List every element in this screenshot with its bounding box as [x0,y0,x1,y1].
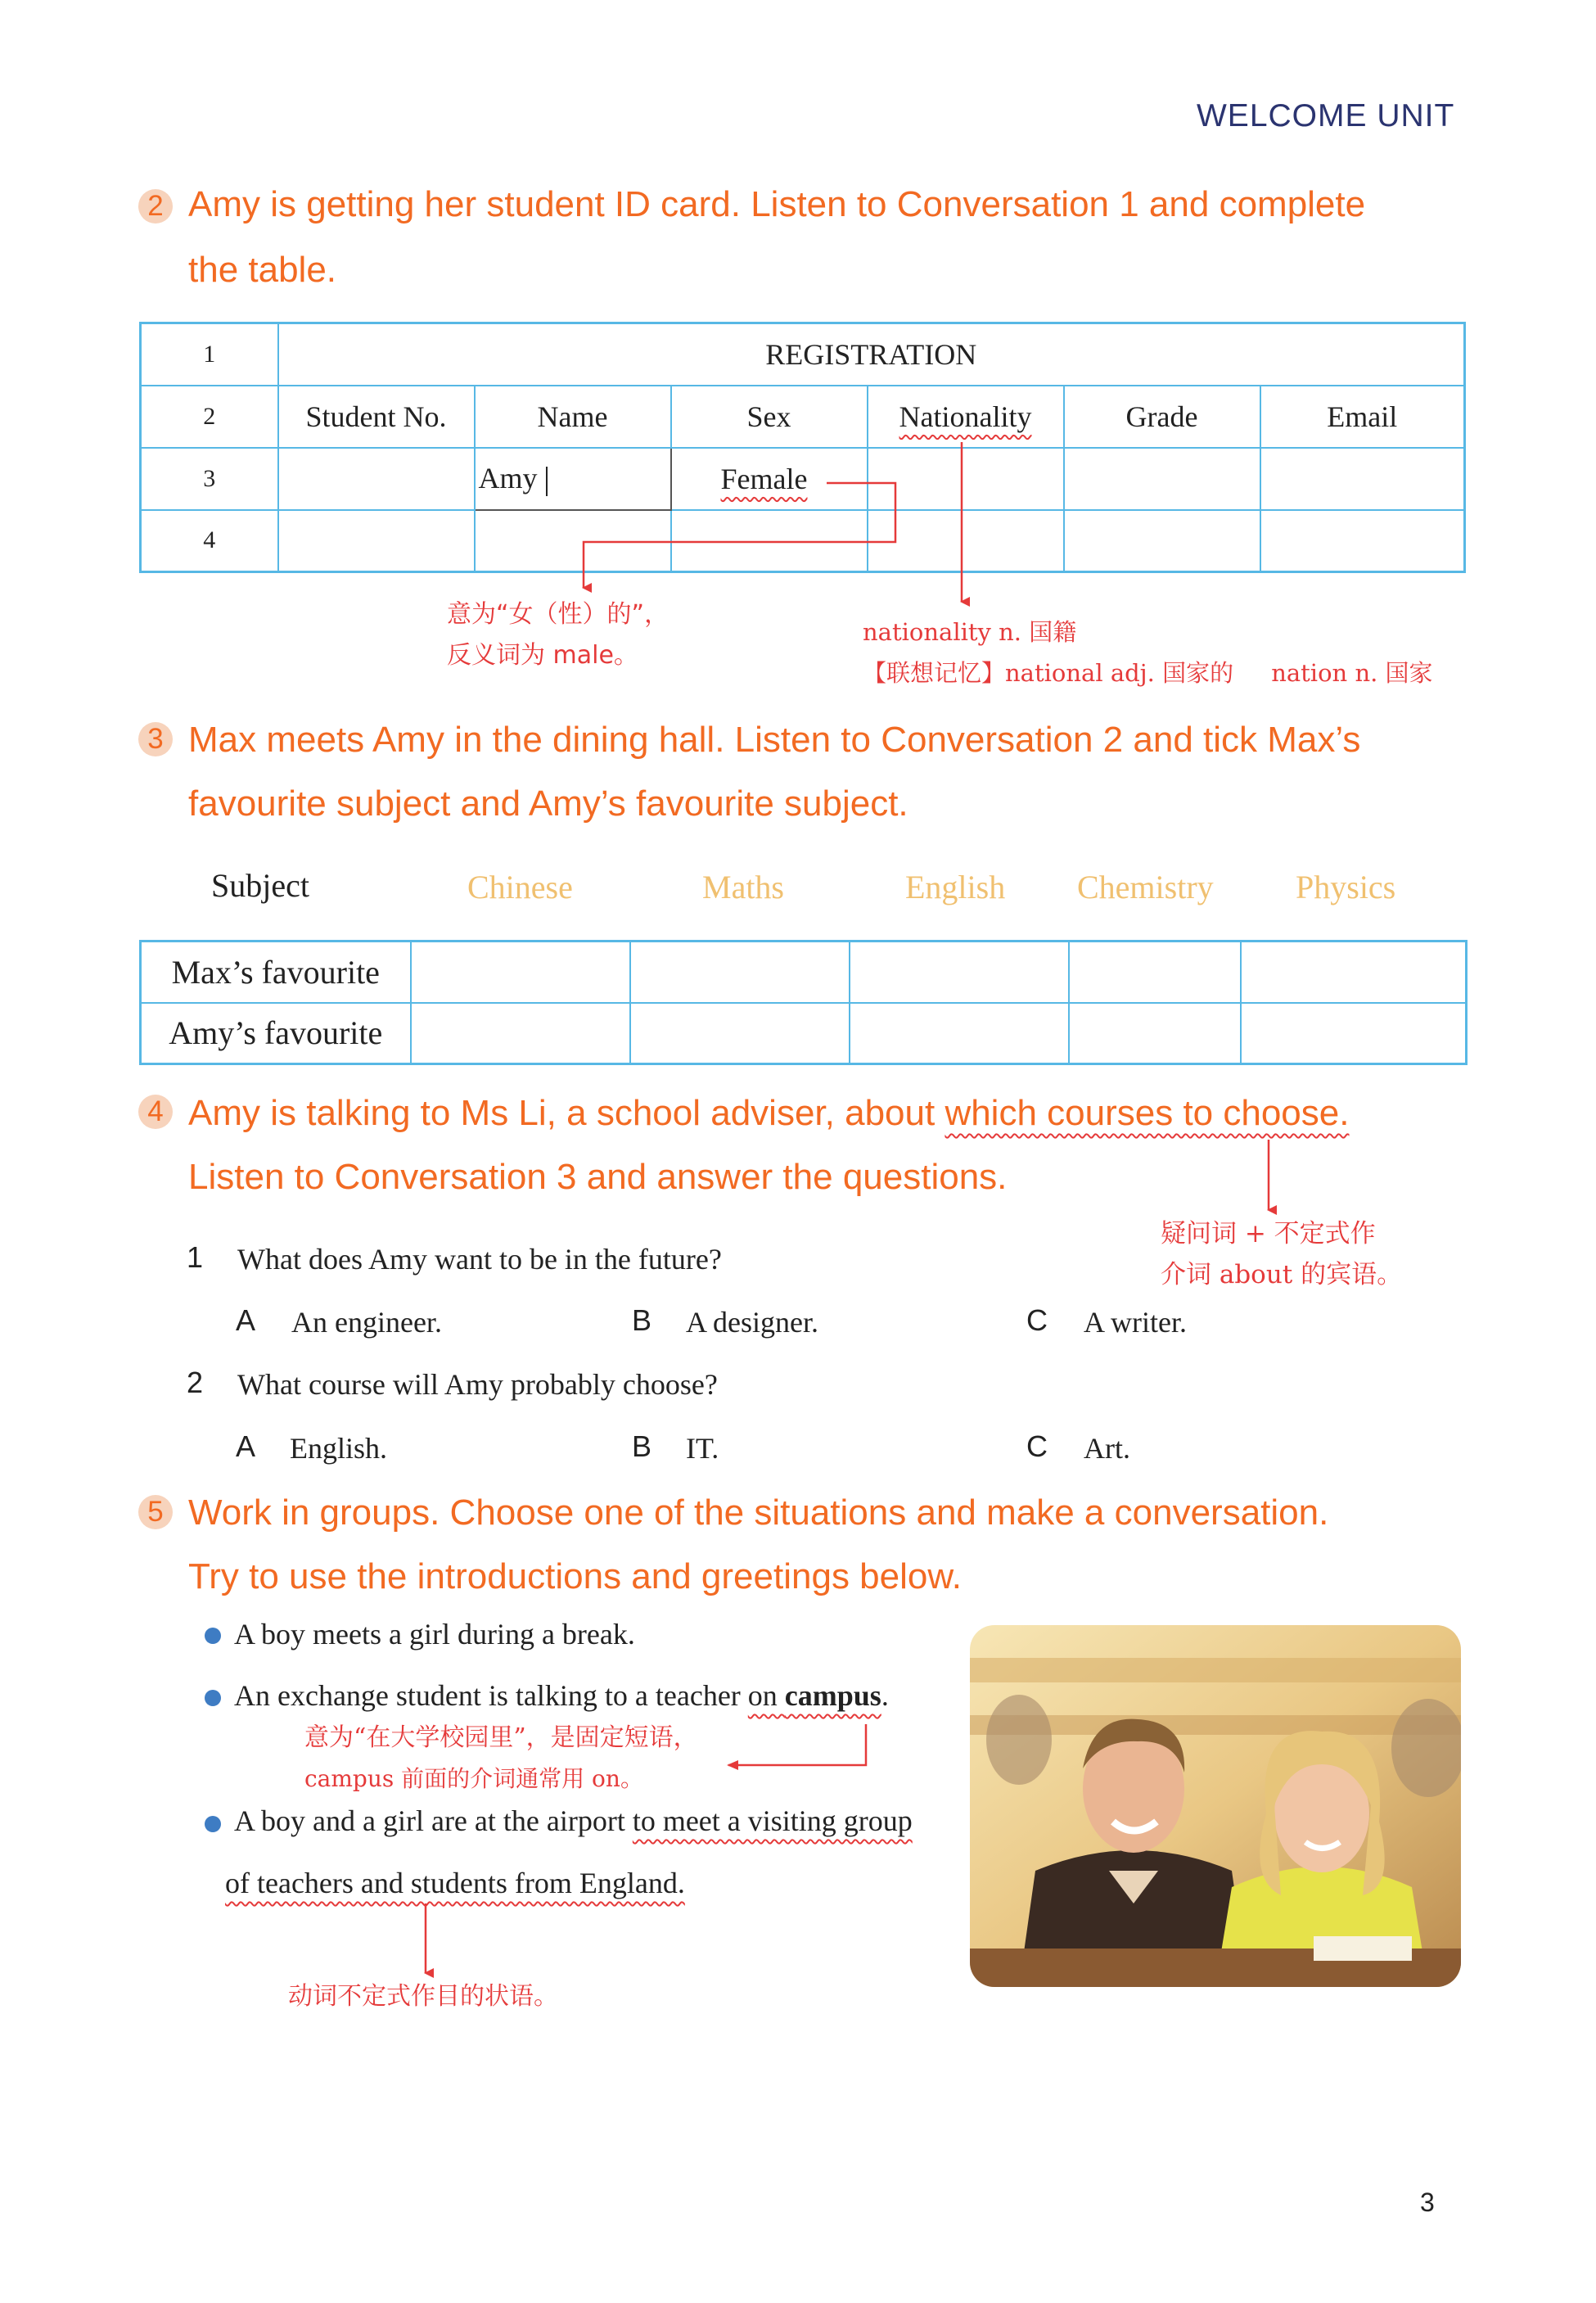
q1-option-c-text[interactable]: A writer. [1084,1306,1187,1339]
question-2-number: 2 [187,1366,204,1399]
phrase-which-courses: which courses to choose. [945,1093,1350,1133]
row-max-favourite: Max’s favourite [141,942,411,1003]
q2-option-b-text[interactable]: IT. [686,1432,719,1465]
page-number: 3 [1420,2188,1435,2217]
situation-2: An exchange student is talking to a teacher on campus. [234,1679,889,1712]
row-number-4: 4 [141,510,278,572]
name-value: Amy [478,462,538,495]
note-which-line1: 疑问词 + 不定式作 [1161,1219,1376,1249]
section-5-instruction-line1: Work in groups. Choose one of the situations and make a conversation. [188,1492,1329,1533]
q2-option-c-text[interactable]: Art. [1084,1432,1130,1465]
q2-option-b-letter: B [632,1429,652,1463]
note-campus-line1: 意为“在大学校园里”，是固定短语， [304,1723,698,1752]
note-female-line1: 意为“女（性）的”， [447,600,670,629]
section-number-3: 3 [138,722,173,756]
q2-option-c-letter: C [1026,1429,1048,1463]
q1-option-a-text[interactable]: An engineer. [291,1306,442,1339]
q1-option-a-letter: A [236,1303,256,1337]
subject-chemistry: Chemistry [1077,869,1214,905]
section-4-instruction-line1: Amy is talking to Ms Li, a school adviser, about which courses to choose. [188,1093,1350,1133]
note-nationality-line2: 【联想记忆】national adj. 国家的 nation n. 国家 [863,659,1433,687]
note-which-line2: 介词 about 的宾语。 [1161,1260,1403,1289]
section-5-instruction-line2: Try to use the introductions and greetings below. [188,1556,962,1596]
note-campus-line2: campus 前面的介词通常用 on。 [304,1765,643,1792]
q1-option-b-text[interactable]: A designer. [686,1306,818,1339]
situation-3-line1: A boy and a girl are at the airport to meet a visiting group [234,1804,913,1837]
row-number-3: 3 [141,448,278,510]
subject-chinese: Chinese [467,869,573,905]
header-email: Email [1260,386,1465,448]
section-number-4: 4 [138,1095,173,1129]
note-infinitive: 动词不定式作目的状语。 [288,1982,558,2011]
subject-physics: Physics [1296,869,1396,905]
situation-1: A boy meets a girl during a break. [234,1618,635,1650]
section-2-instruction-line2: the table. [188,250,337,290]
unit-header: WELCOME UNIT [1197,98,1455,133]
note-female-line2: 反义词为 male。 [447,641,638,670]
female-word: Female [720,462,808,495]
row-amy-favourite: Amy’s favourite [141,1003,411,1064]
question-1-number: 1 [187,1240,204,1274]
q2-option-a-letter: A [236,1429,256,1463]
phrase-on-campus: on campus [747,1679,881,1712]
section-3-instruction-line1: Max meets Amy in the dining hall. Listen to Conversation 2 and tick Max’s [188,720,1361,760]
header-grade: Grade [1064,386,1260,448]
section-4-instruction-line2: Listen to Conversation 3 and answer the questions. [188,1157,1008,1197]
q2-option-a-text[interactable]: English. [290,1432,388,1465]
note-nationality-line1: nationality n. 国籍 [863,618,1077,646]
q1-option-b-letter: B [632,1303,652,1337]
header-name: Name [475,386,671,448]
question-2-text: What course will Amy probably choose? [237,1368,718,1401]
phrase-of-teachers: of teachers and students from England. [225,1867,685,1899]
header-sex: Sex [671,386,868,448]
nationality-word: Nationality [899,400,1032,433]
section-number-5: 5 [138,1495,173,1529]
subject-label: Subject [211,867,309,904]
section-2-instruction-line1: Amy is getting her student ID card. Listen to Conversation 1 and complete [188,184,1366,224]
q1-option-c-letter: C [1026,1303,1048,1337]
table-title: REGISTRATION [278,323,1465,386]
section-3-instruction-line2: favourite subject and Amy’s favourite subject. [188,783,908,824]
header-student-no: Student No. [278,386,475,448]
section-number-2: 2 [138,189,173,224]
row-number-2: 2 [141,386,278,448]
phrase-to-meet: to meet a visiting group [632,1804,913,1837]
subject-maths: Maths [702,869,784,905]
question-1-text: What does Amy want to be in the future? [237,1243,722,1276]
subject-english: English [905,869,1006,905]
row-number-1: 1 [141,323,278,386]
